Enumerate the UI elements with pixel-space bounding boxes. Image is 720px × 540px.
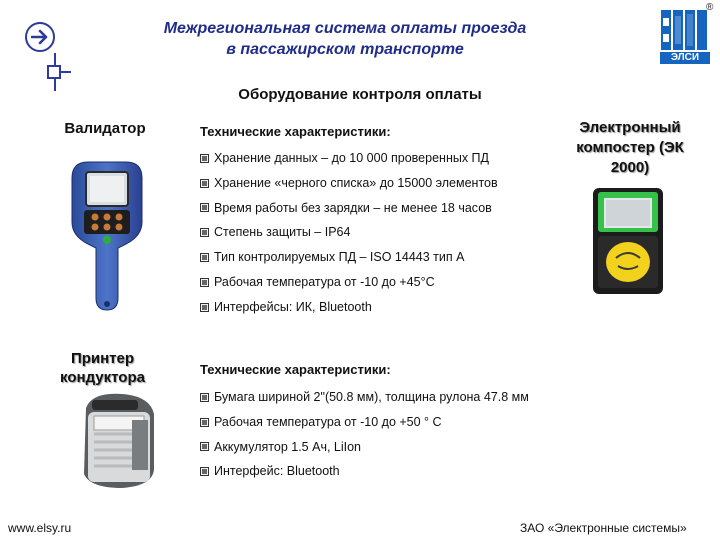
composter-label-line: компостер (ЭК — [576, 139, 684, 156]
spec-text: Интерфейсы: ИК, Bluetooth — [214, 299, 372, 314]
list-item — [200, 196, 498, 221]
list-item — [200, 220, 498, 245]
spec-text: Хранение данных – до 10 000 проверенных ПД — [214, 151, 490, 165]
elsi-logo — [658, 8, 714, 66]
title-line-1: Межрегиональная система оплаты проезда — [163, 20, 527, 37]
printer-specs-list — [200, 385, 529, 484]
spec-text: Аккумулятор 1.5 Ач, LiIon — [214, 439, 362, 454]
spec-text: Тип контролируемых ПД – ISO 14443 тип А — [214, 250, 465, 265]
list-item — [200, 295, 498, 320]
company-name: ЗАО «Электронные системы» — [520, 521, 687, 535]
checkbox-bullet-icon — [200, 393, 209, 402]
validator-specs-list — [200, 146, 498, 320]
list-item — [200, 410, 529, 435]
mobile-printer-icon — [72, 390, 162, 492]
checkbox-bullet-icon — [200, 278, 209, 287]
checkbox-bullet-icon — [200, 467, 209, 476]
composter-label-line: 2000) — [610, 159, 650, 176]
list-item — [200, 435, 529, 460]
list-item — [200, 270, 498, 295]
checkbox-bullet-icon — [200, 154, 209, 163]
list-item — [200, 171, 498, 196]
spec-text: Рабочая температура от -10 до +45°С — [214, 274, 435, 289]
next-arrow-icon[interactable] — [25, 22, 55, 52]
validator-label: Валидатор — [64, 120, 146, 137]
spec-text: Рабочая температура от -10 до +50 ° С — [214, 414, 442, 429]
validator-image — [62, 158, 152, 318]
list-item — [200, 245, 498, 270]
composter-label — [555, 118, 705, 178]
composter-image — [590, 186, 666, 296]
title-line-2: в пассажирском транспорте — [226, 41, 464, 58]
header-connector-line — [54, 53, 56, 65]
registered-mark: ® — [706, 2, 714, 13]
checkbox-bullet-icon — [200, 303, 209, 312]
website-link[interactable]: www.elsy.ru — [8, 521, 72, 535]
spec-text: Время работы без зарядки – не менее 18 часов — [214, 200, 492, 215]
spec-text: Степень защиты – IP64 — [214, 225, 351, 240]
list-item — [200, 459, 529, 484]
checkbox-bullet-icon — [200, 418, 209, 427]
checkbox-bullet-icon — [200, 442, 209, 451]
composter-label-line: Электронный — [579, 119, 681, 136]
printer-image — [72, 390, 162, 492]
printer-label-line: кондуктора — [60, 369, 145, 386]
page-title — [130, 18, 560, 60]
list-item — [200, 146, 498, 171]
electronic-composter-icon — [590, 186, 666, 296]
header-connector-node — [47, 65, 61, 79]
checkbox-bullet-icon — [200, 203, 209, 212]
checkbox-bullet-icon — [200, 228, 209, 237]
arrow-right-icon — [31, 29, 49, 45]
spec-text: Бумага шириной 2"(50.8 мм), толщина рулона 47.8 мм — [214, 390, 529, 404]
checkbox-bullet-icon — [200, 253, 209, 262]
checkbox-bullet-icon — [200, 179, 209, 188]
validator-specs-title: Технические характеристики: — [200, 124, 391, 139]
printer-label — [40, 349, 165, 387]
spec-text: Хранение «черного списка» до 15000 элементов — [214, 175, 498, 190]
spec-text: Интерфейс: Bluetooth — [214, 464, 340, 479]
section-subtitle: Оборудование контроля оплаты — [238, 86, 482, 103]
printer-label-line: Принтер — [70, 350, 135, 367]
handheld-validator-icon — [62, 158, 152, 318]
printer-specs-title: Технические характеристики: — [200, 362, 391, 377]
header-connector-line — [61, 71, 71, 73]
list-item — [200, 385, 529, 410]
logo-text: ЭЛСИ — [670, 52, 700, 63]
header-connector-line — [54, 79, 56, 91]
